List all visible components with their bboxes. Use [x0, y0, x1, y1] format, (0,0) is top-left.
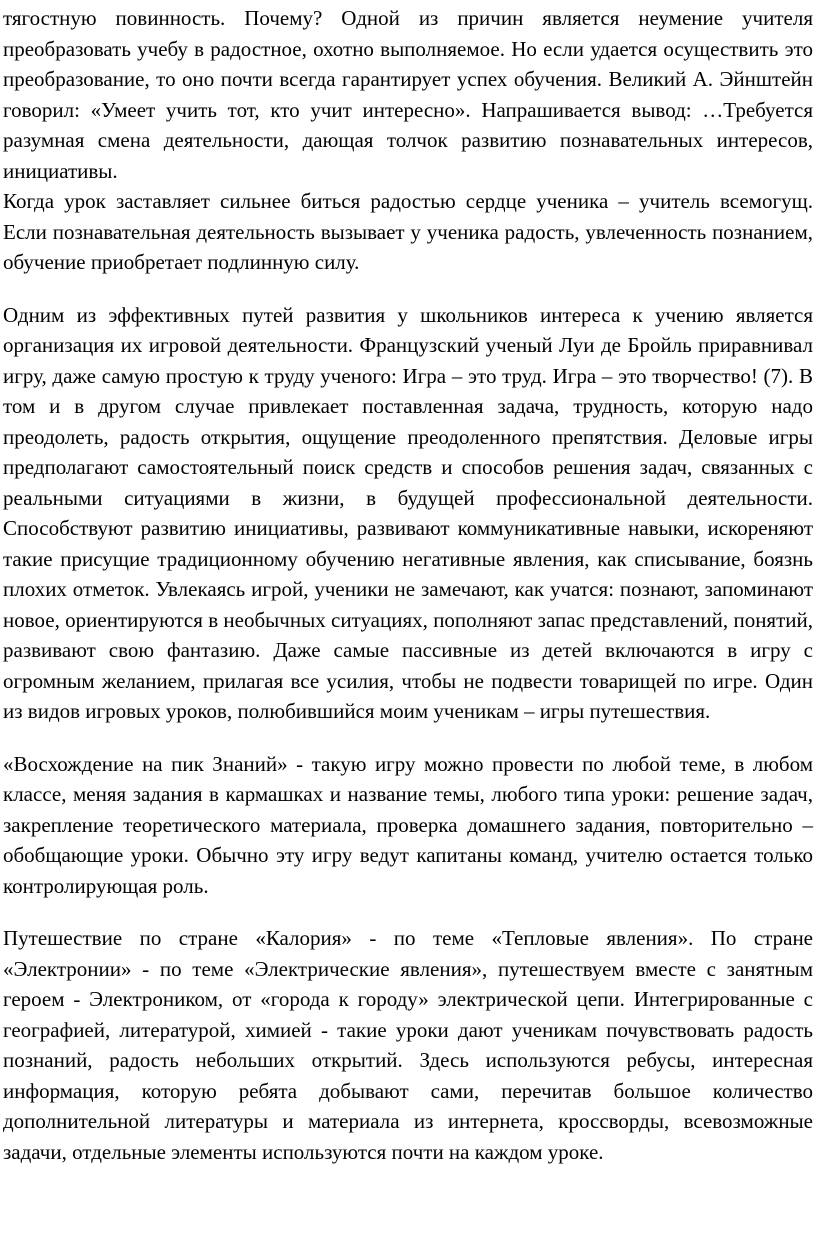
paragraph-1: тягостную повинность. Почему? Одной из причин является неумение учителя преобразовать учебу в радостное, охотно выполняемое. Но если удается осуществить это преобразование, то оно почти всегда гарантирует успех обучения. Великий А. Эйнштейн говорил: «Умеет учить тот, кто учит интересно». Напрашивается вывод: …Требуется разумная смена деятельности, дающая толчок развитию познавательных интересов, инициативы.: [3, 6, 813, 183]
paragraph-5: Путешествие по стране «Калория» - по теме «Тепловые явления». По стране «Электронии» - по теме «Электрические явления», путешествуем вместе с занятным героем - Электроником, от «города к городу» электрической цепи. Интегрированные с географией, литературой, химией - такие уроки дают ученикам почувствовать радость познаний, радость небольших открытий. Здесь используются ребусы, интересная информация, которую ребята добывают сами, перечитав большое количество дополнительной литературы и материала из интернета, кроссворды, всевозможные задачи, отдельные элементы используются почти на каждом уроке.: [3, 926, 813, 1164]
paragraph-3: Одним из эффективных путей развития у школьников интереса к учению является организация их игровой деятельности. Французский ученый Луи де Бройль приравнивал игру, даже самую простую к труду ученого: Игра – это труд. Игра – это творчество! (7). В том и в другом случае привлекает поставленная задача, трудность, которую надо преодолеть, радость открытия, ощущение преодоленного препятствия. Деловые игры предполагают самостоятельный поиск средств и способов решения задач, связанных с реальными ситуациями в жизни, в будущей профессиональной деятельности. Способствуют развитию инициативы, развивают коммуникативные навыки, искореняют такие присущие традиционному обучению негативные явления, как списывание, боязнь плохих отметок. Увлекаясь игрой, ученики не замечают, как учатся: познают, запоминают новое, ориентируются в необычных ситуациях, пополняют запас представлений, понятий, развивают свою фантазию. Даже самые пассивные из детей включаются в игру с огромным желанием, прилагая все усилия, чтобы не подвести товарищей по игре. Один из видов игровых уроков, полюбившийся моим ученикам – игры путешествия.: [3, 302, 813, 723]
paragraph-2: Когда урок заставляет сильнее биться радостью сердце ученика – учитель всемогущ. Если познавательная деятельность вызывает у ученика радость, увлеченность познанием, обучение приобретает подлинную силу.: [3, 189, 813, 274]
paragraph-4: «Восхождение на пик Знаний» - такую игру можно провести по любой теме, в любом классе, меняя задания в кармашках и название темы, любого типа уроки: решение задач, закрепление теоретического материала, проверка домашнего задания, повторительно – обобщающие уроки. Обычно эту игру ведут капитаны команд, учителю остается только контролирующая роль.: [3, 751, 813, 898]
